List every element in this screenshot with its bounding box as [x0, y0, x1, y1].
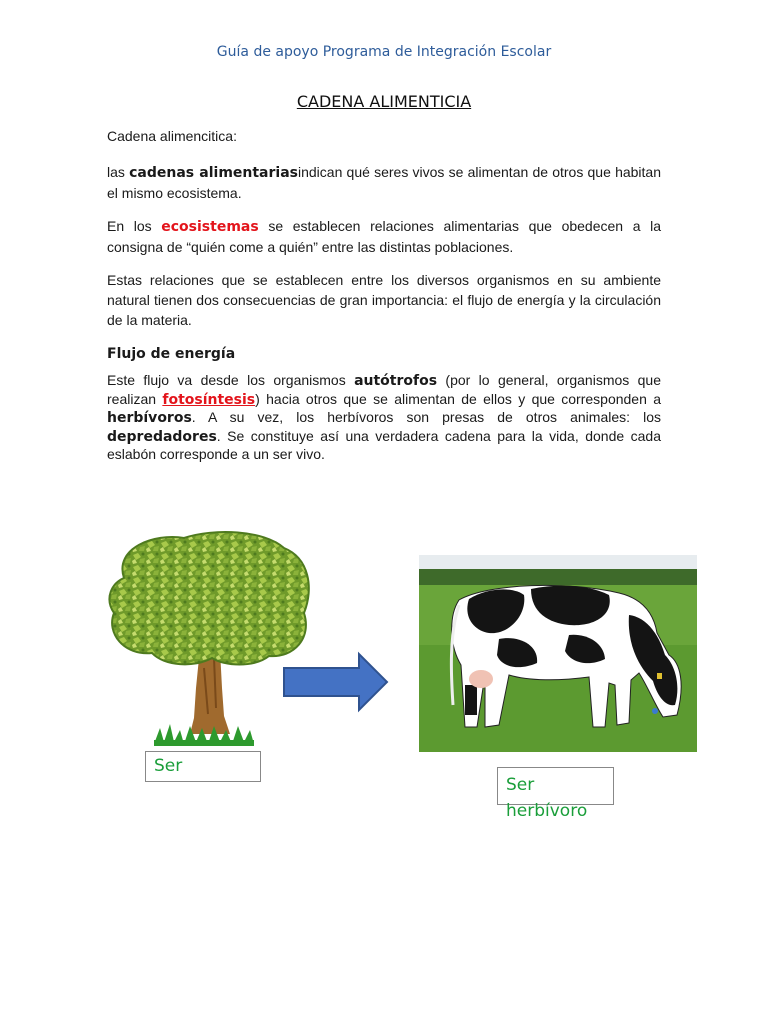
text: . Se constituye así una verdadera cadena para la vida, donde cada eslabón corresponde a un ser vivo. [107, 427, 661, 462]
bold-term: depredadores [107, 428, 217, 445]
bold-term: herbívoros [107, 410, 192, 426]
intro-line: Cadena alimencitica: [107, 128, 237, 144]
text: En los [107, 218, 162, 234]
label-box-herbivoro [497, 767, 614, 821]
text: Este flujo va desde los organismos [107, 372, 355, 388]
text: . A su vez, los herbívoros son presas de otros animales: los [191, 409, 661, 425]
label-text: Ser [154, 756, 183, 776]
section-heading: Flujo de energía [107, 346, 236, 362]
paragraph-cadenas [107, 162, 661, 203]
page-title: CADENA ALIMENTICIA [296, 92, 472, 111]
text: ) hacia otros que se alimentan de ellos y que corresponden a [255, 390, 661, 407]
text: se establecen relaciones alimentarias que obedecen a la consigna de “quién come a quién” entre las distintas poblaciones. [107, 218, 661, 255]
highlighted-term: ecosistemas [161, 219, 259, 235]
text: (por lo general, organismos que realizan [107, 372, 661, 407]
document-body [107, 126, 661, 464]
bold-term: cadenas alimentarias [129, 165, 298, 181]
fotosintesis-link[interactable]: fotosíntesis [162, 391, 256, 408]
label-text-cut: herbívoro [506, 801, 588, 821]
arrow-right-icon [281, 652, 391, 712]
cow-image [419, 555, 697, 752]
paragraph-flujo [107, 372, 661, 464]
page-header: Guía de apoyo Programa de Integración Escolar [216, 44, 552, 60]
label-text: Ser [506, 775, 535, 795]
text: las [107, 164, 130, 180]
paragraph-relaciones: Estas relaciones que se establecen entre los diversos organismos en su ambiente natural tienen dos consecuencias de gran importancia: el flujo de energía y la circulación de la materia. [107, 272, 661, 328]
tree-image [104, 528, 316, 750]
text: indican qué seres vivos se alimentan de otros que habitan el mismo ecosistema. [107, 164, 661, 201]
paragraph-ecosistemas [107, 216, 661, 257]
bold-term: autótrofos [354, 373, 438, 389]
label-box-productor [145, 751, 261, 782]
